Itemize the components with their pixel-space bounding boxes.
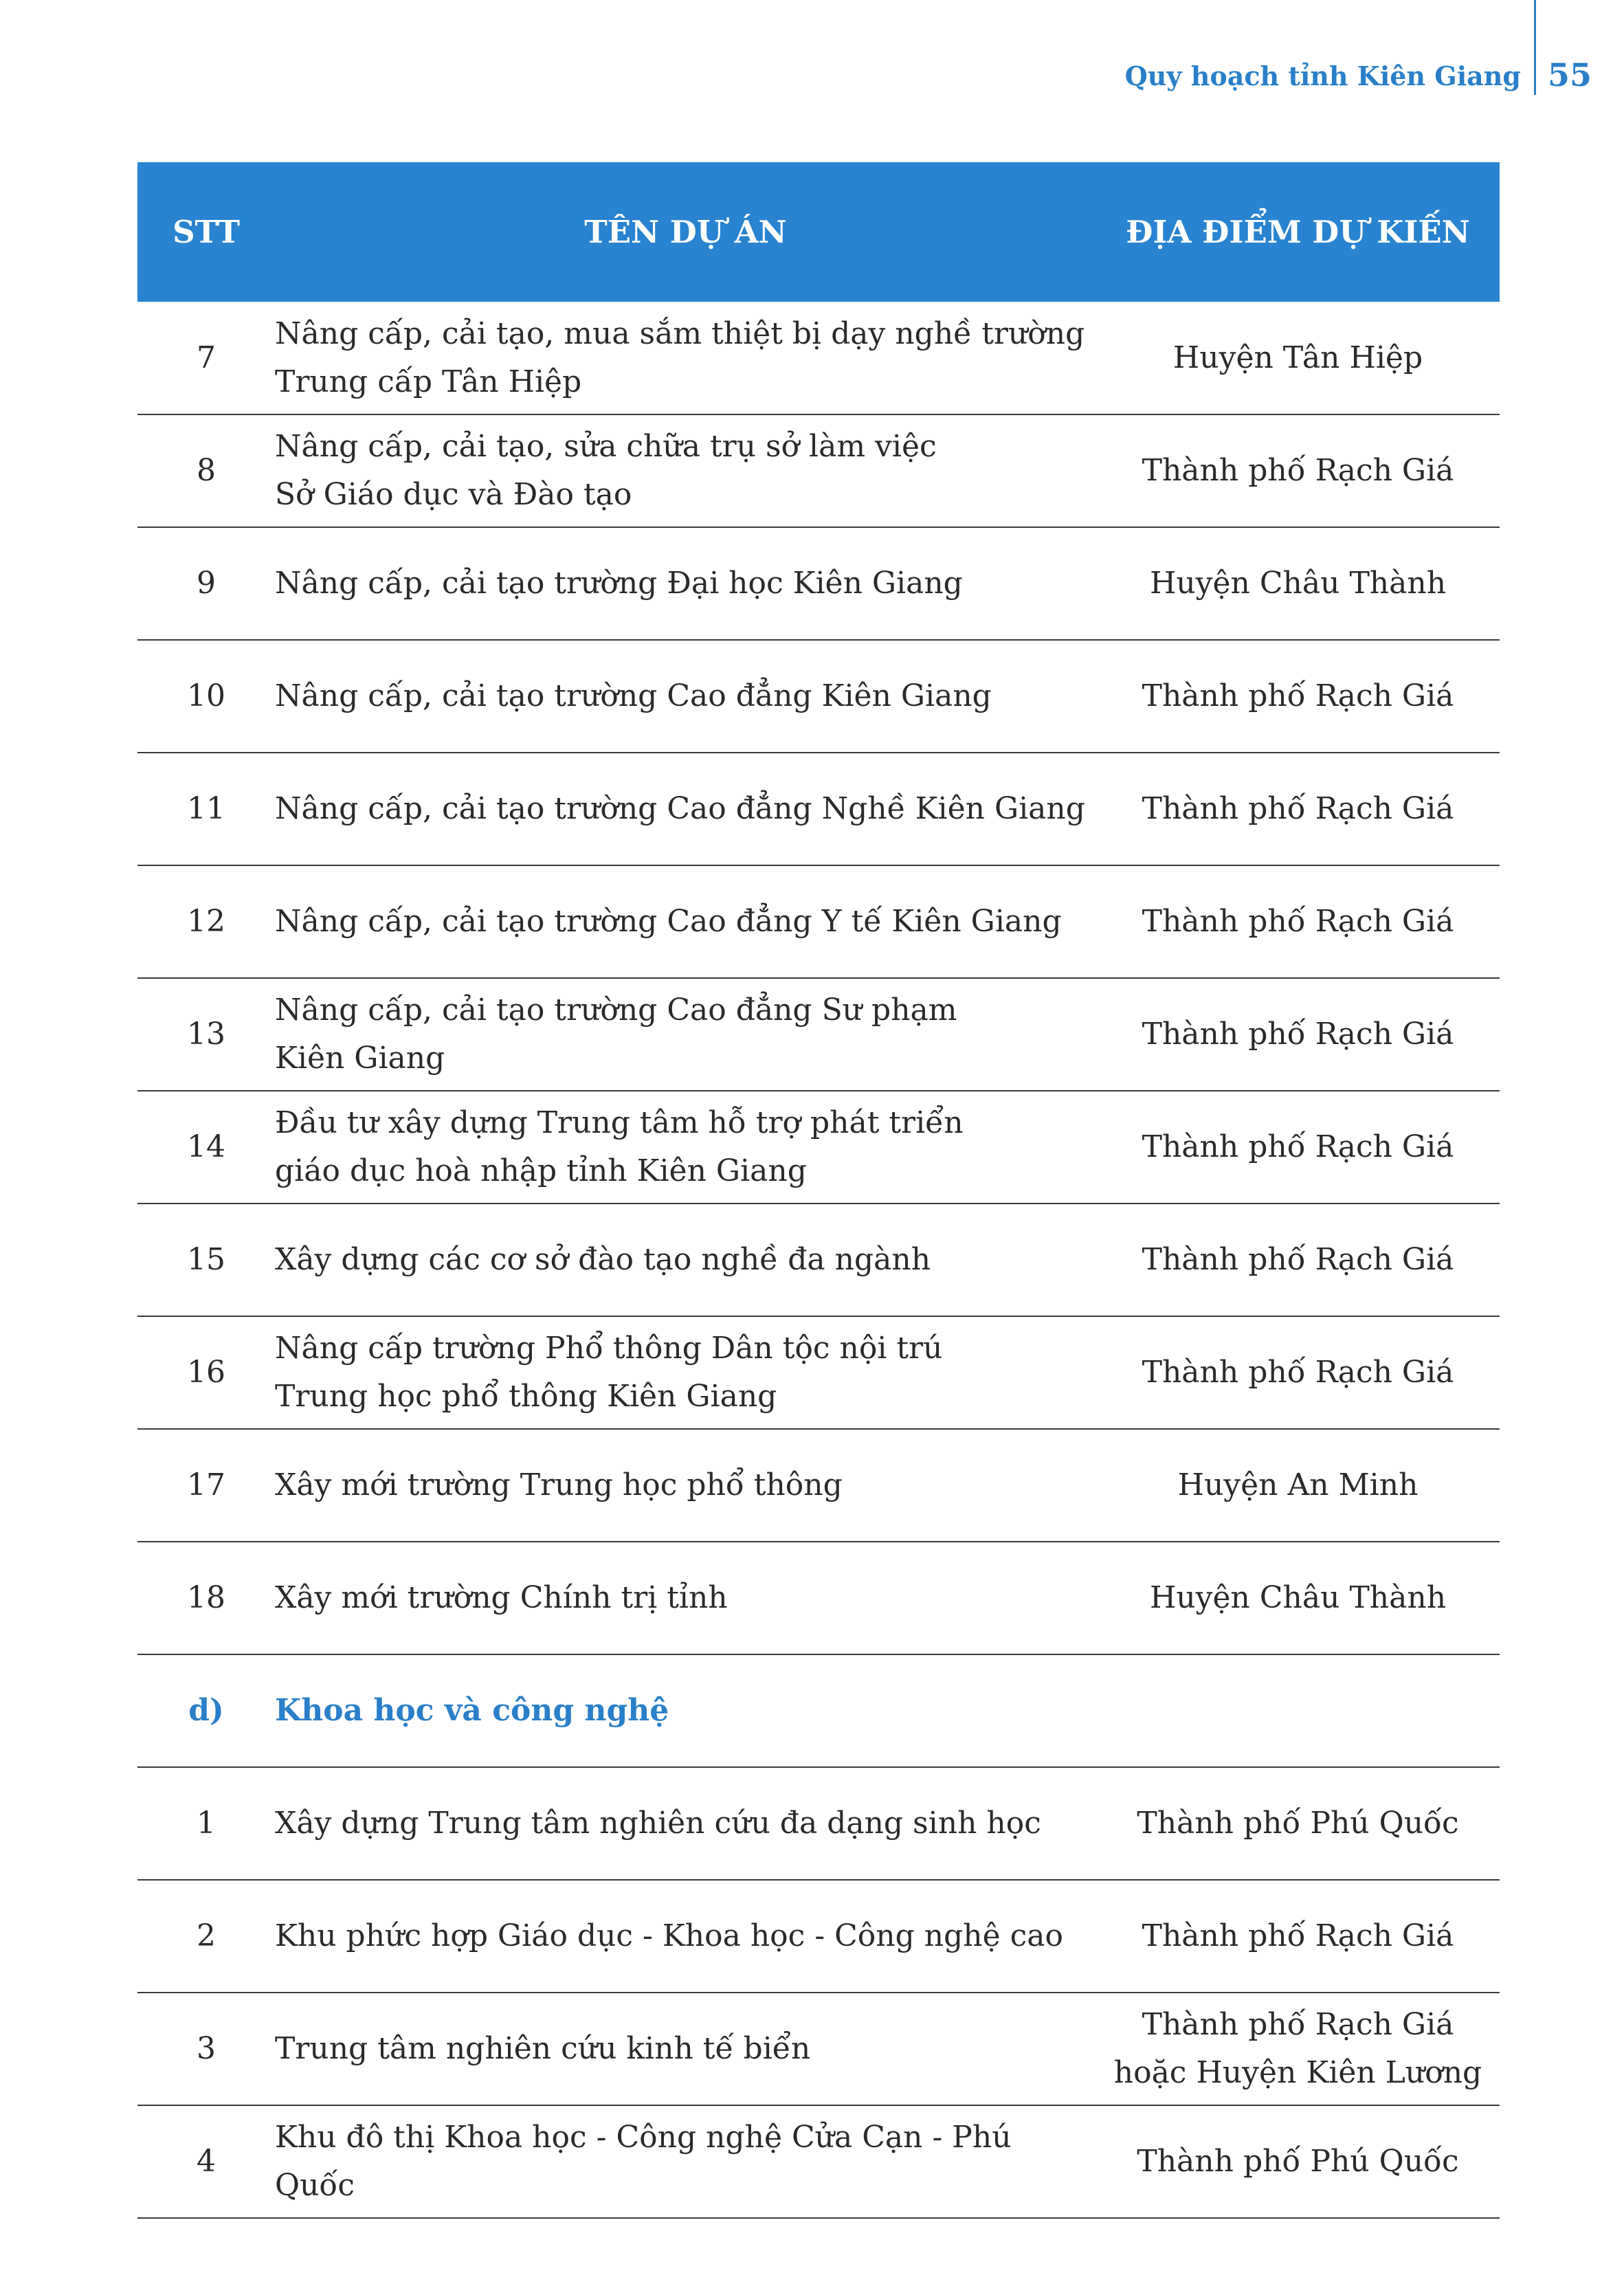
table-row bbox=[137, 527, 1500, 640]
location-line: Thành phố Rạch Giá bbox=[1142, 1017, 1454, 1052]
location-line: Thành phố Phú Quốc bbox=[1137, 1806, 1459, 1841]
project-name-line: Xây mới trường Chính trị tỉnh bbox=[275, 1580, 728, 1615]
row-stt: 16 bbox=[137, 1316, 275, 1429]
document-title: Quy hoạch tỉnh Kiên Giang bbox=[1124, 60, 1521, 91]
row-stt: d) bbox=[137, 1654, 275, 1767]
row-stt: 10 bbox=[137, 640, 275, 753]
row-stt: 1 bbox=[137, 1767, 275, 1880]
row-stt: 18 bbox=[137, 1542, 275, 1654]
table-row bbox=[137, 1993, 1500, 2105]
location-line: Thành phố Rạch Giá bbox=[1142, 1129, 1454, 1164]
row-location bbox=[1096, 1767, 1500, 1880]
table-row bbox=[137, 1542, 1500, 1654]
table-body bbox=[137, 302, 1500, 2218]
page-number: 55 bbox=[1548, 56, 1592, 93]
project-table bbox=[137, 162, 1500, 2219]
project-name-line: Kiên Giang bbox=[275, 1041, 445, 1076]
row-stt: 13 bbox=[137, 978, 275, 1091]
row-location bbox=[1096, 1091, 1500, 1204]
location-line: Thành phố Rạch Giá bbox=[1142, 791, 1454, 826]
location-line: Huyện An Minh bbox=[1177, 1467, 1419, 1503]
row-stt: 8 bbox=[137, 414, 275, 527]
row-location bbox=[1096, 1993, 1500, 2105]
project-name-line: Trung cấp Tân Hiệp bbox=[275, 364, 582, 399]
column-header-project-name: TÊN DỰ ÁN bbox=[584, 214, 787, 250]
project-name-line: Xây mới trường Trung học phổ thông bbox=[275, 1467, 843, 1503]
row-location bbox=[1096, 753, 1500, 865]
row-project-name bbox=[275, 1654, 1096, 1767]
table-row bbox=[137, 302, 1500, 414]
table-row bbox=[137, 414, 1500, 527]
location-line: Thành phố Rạch Giá bbox=[1142, 904, 1454, 939]
column-header-location: ĐỊA ĐIỂM DỰ KIẾN bbox=[1126, 214, 1470, 250]
table-row bbox=[137, 1429, 1500, 1542]
project-name-line: Nâng cấp, cải tạo, sửa chữa trụ sở làm việc bbox=[275, 429, 937, 464]
row-location bbox=[1096, 2105, 1500, 2218]
project-name-line: Nâng cấp, cải tạo, mua sắm thiệt bị dạy nghề trường bbox=[275, 315, 1085, 351]
location-line: Huyện Châu Thành bbox=[1149, 1580, 1447, 1615]
project-name-line: Sở Giáo dục và Đào tạo bbox=[275, 477, 632, 512]
location-line: Huyện Châu Thành bbox=[1149, 566, 1447, 601]
table-row bbox=[137, 1316, 1500, 1429]
row-stt: 9 bbox=[137, 527, 275, 640]
row-project-name bbox=[275, 1091, 1096, 1204]
project-name-line: Trung học phổ thông Kiên Giang bbox=[275, 1379, 777, 1414]
section-row bbox=[137, 1654, 1500, 1767]
row-stt: 12 bbox=[137, 865, 275, 978]
project-name-line: Nâng cấp, cải tạo trường Đại học Kiên Giang bbox=[275, 566, 963, 601]
row-location bbox=[1096, 1204, 1500, 1316]
project-name-line: Xây dựng Trung tâm nghiên cứu đa dạng sinh học bbox=[275, 1806, 1041, 1841]
project-name-line: Trung tâm nghiên cứu kinh tế biển bbox=[275, 2031, 811, 2066]
row-project-name bbox=[275, 414, 1096, 527]
project-name-line: Xây dựng các cơ sở đào tạo nghề đa ngành bbox=[275, 1242, 931, 1277]
row-project-name bbox=[275, 640, 1096, 753]
table-header-row bbox=[137, 162, 1500, 302]
row-location bbox=[1096, 640, 1500, 753]
table-row bbox=[137, 640, 1500, 753]
row-stt: 3 bbox=[137, 1993, 275, 2105]
location-line: Huyện Tân Hiệp bbox=[1172, 340, 1423, 375]
column-header-stt: STT bbox=[173, 214, 240, 250]
table-row bbox=[137, 1204, 1500, 1316]
row-project-name bbox=[275, 1542, 1096, 1654]
row-project-name bbox=[275, 1767, 1096, 1880]
row-project-name bbox=[275, 527, 1096, 640]
row-stt: 11 bbox=[137, 753, 275, 865]
row-project-name bbox=[275, 753, 1096, 865]
project-name-line: Nâng cấp trường Phổ thông Dân tộc nội trú bbox=[275, 1331, 943, 1366]
project-name-line: Khu đô thị Khoa học - Công nghệ Cửa Cạn - Phú bbox=[275, 2120, 1012, 2155]
location-line: Thành phố Rạch Giá bbox=[1142, 1242, 1454, 1277]
project-name-line: giáo dục hoà nhập tỉnh Kiên Giang bbox=[275, 1153, 807, 1188]
project-name-line: Nâng cấp, cải tạo trường Cao đẳng Y tế Kiên Giang bbox=[275, 904, 1062, 939]
row-location bbox=[1096, 527, 1500, 640]
page-header bbox=[0, 0, 1624, 110]
table-row bbox=[137, 978, 1500, 1091]
row-stt: 15 bbox=[137, 1204, 275, 1316]
location-line: Thành phố Rạch Giá bbox=[1142, 1918, 1454, 1953]
row-location bbox=[1096, 978, 1500, 1091]
location-line: hoặc Huyện Kiên Lương bbox=[1113, 2055, 1482, 2090]
project-name-line: Quốc bbox=[275, 2168, 355, 2203]
row-stt: 7 bbox=[137, 302, 275, 414]
table-row bbox=[137, 753, 1500, 865]
row-location bbox=[1096, 1542, 1500, 1654]
table-row bbox=[137, 865, 1500, 978]
location-line: Thành phố Phú Quốc bbox=[1137, 2144, 1459, 2179]
row-location bbox=[1096, 1654, 1500, 1767]
row-project-name bbox=[275, 865, 1096, 978]
row-project-name bbox=[275, 1993, 1096, 2105]
row-location bbox=[1096, 414, 1500, 527]
row-stt: 17 bbox=[137, 1429, 275, 1542]
row-location bbox=[1096, 1880, 1500, 1993]
project-name-line: Nâng cấp, cải tạo trường Cao đẳng Sư phạm bbox=[275, 993, 957, 1028]
project-name-line: Đầu tư xây dựng Trung tâm hỗ trợ phát triển bbox=[275, 1105, 964, 1140]
row-location bbox=[1096, 1316, 1500, 1429]
row-project-name bbox=[275, 1429, 1096, 1542]
project-name-line: Khoa học và công nghệ bbox=[275, 1693, 669, 1728]
row-stt: 4 bbox=[137, 2105, 275, 2218]
table-row bbox=[137, 1091, 1500, 1204]
row-stt: 14 bbox=[137, 1091, 275, 1204]
location-line: Thành phố Rạch Giá bbox=[1142, 453, 1454, 488]
location-line: Thành phố Rạch Giá bbox=[1142, 678, 1454, 713]
project-name-line: Nâng cấp, cải tạo trường Cao đẳng Nghề Kiên Giang bbox=[275, 791, 1085, 826]
row-project-name bbox=[275, 978, 1096, 1091]
row-location bbox=[1096, 302, 1500, 414]
project-name-line: Nâng cấp, cải tạo trường Cao đẳng Kiên Giang bbox=[275, 678, 992, 713]
location-line: Thành phố Rạch Giá bbox=[1142, 2007, 1454, 2042]
row-project-name bbox=[275, 1204, 1096, 1316]
row-location bbox=[1096, 1429, 1500, 1542]
table-row bbox=[137, 1767, 1500, 1880]
row-project-name bbox=[275, 302, 1096, 414]
row-stt: 2 bbox=[137, 1880, 275, 1993]
header-divider bbox=[1534, 0, 1536, 95]
table-row bbox=[137, 1880, 1500, 1993]
location-line: Thành phố Rạch Giá bbox=[1142, 1355, 1454, 1390]
row-location bbox=[1096, 865, 1500, 978]
project-name-line: Khu phức hợp Giáo dục - Khoa học - Công nghệ cao bbox=[275, 1918, 1064, 1953]
table-row bbox=[137, 2105, 1500, 2218]
row-project-name bbox=[275, 2105, 1096, 2218]
row-project-name bbox=[275, 1880, 1096, 1993]
row-project-name bbox=[275, 1316, 1096, 1429]
